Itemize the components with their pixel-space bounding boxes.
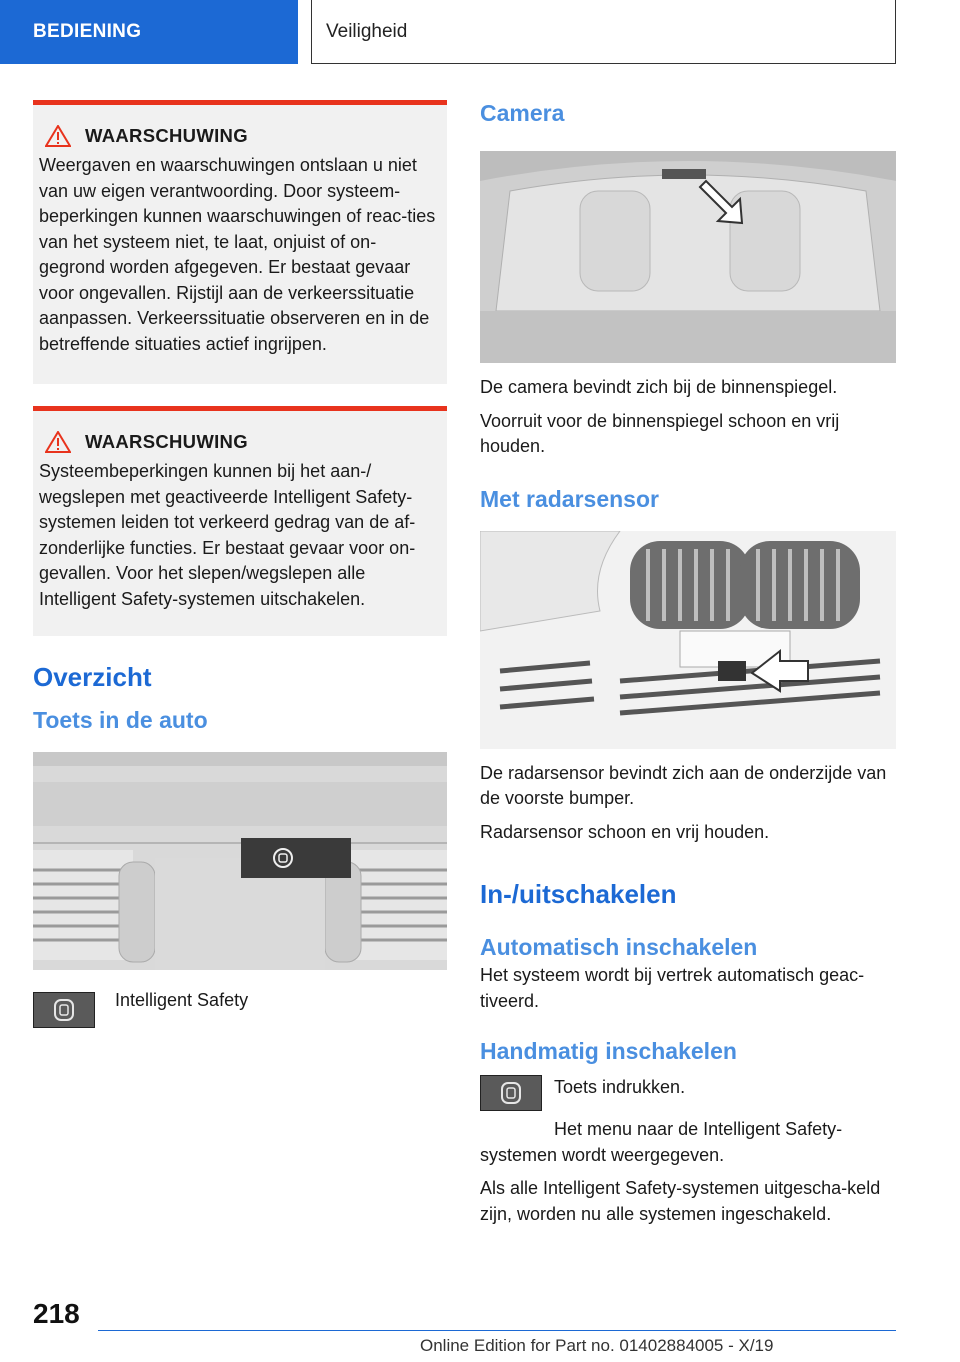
radar-illustration xyxy=(480,531,896,749)
warning-title-2 xyxy=(45,431,439,453)
auto-on-heading: Automatisch inschakelen xyxy=(480,934,758,960)
auto-on-text: Het systeem wordt bij vertrek automatisch geac-tiveerd. xyxy=(480,965,865,1011)
button-in-car-heading: Toets in de auto xyxy=(33,707,208,733)
section-tab xyxy=(0,0,298,64)
camera-location-text: De camera bevindt zich bij de binnenspiegel. xyxy=(480,377,838,397)
manual-step-1: Toets indrukken. xyxy=(554,1077,686,1097)
intelligent-safety-icon xyxy=(500,1081,522,1105)
manual-step-2: Het menu naar de Intelligent Safety-systemen wordt weergegeven. xyxy=(480,1119,843,1165)
warning-box-2 xyxy=(33,406,447,636)
dashboard-button-illustration xyxy=(33,752,447,970)
radar-heading: Met radarsensor xyxy=(480,485,659,512)
intelligent-safety-button[interactable] xyxy=(33,992,95,1028)
chapter-header xyxy=(311,0,896,64)
intelligent-safety-button[interactable] xyxy=(480,1075,542,1111)
warning-triangle-icon xyxy=(45,125,71,147)
manual-on-heading: Handmatig inschakelen xyxy=(480,1038,737,1064)
warning-title-text: WAARSCHUWING xyxy=(85,125,248,146)
right-column xyxy=(480,100,896,1227)
button-legend xyxy=(33,992,447,1028)
page-number: 218 xyxy=(33,1298,80,1329)
intelligent-safety-label: Intelligent Safety xyxy=(115,990,249,1010)
warning-title-text: WAARSCHUWING xyxy=(85,431,248,452)
warning-text-1: Weergaven en waarschuwingen ontslaan u niet van uw eigen verantwoording. Door systeem-beperkingen kunnen waarschuwingen of reac-ties van het systeem niet, te laat, onjuist of on-gegrond worden afgegeven. Er bestaat gevaar voor ongevallen. Rijstijl aan de verkeerssituatie aanpassen. Verkeerssituatie observeren en in de betreffende situaties actief ingrijpen. xyxy=(39,155,436,354)
camera-heading: Camera xyxy=(480,100,565,126)
chapter-title: Veiligheid xyxy=(326,20,408,42)
warning-title-1 xyxy=(45,125,439,147)
intelligent-safety-icon xyxy=(53,998,75,1022)
section-label: BEDIENING xyxy=(33,21,142,42)
warning-triangle-icon xyxy=(45,431,71,453)
overview-heading: Overzicht xyxy=(33,662,152,692)
footer-divider xyxy=(98,1330,896,1331)
radar-clean-text: Radarsensor schoon en vrij houden. xyxy=(480,821,770,842)
warning-text-2: Systeembeperkingen kunnen bij het aan-/ wegslepen met geactiveerde Intelligent Safety-systemen leiden tot verkeerd gedrag van de af-zonderlijke functies. Er bestaat gevaar voor on-gevallen. Voor het slepen/wegslepen alle Intelligent Safety-systemen uitschakelen. xyxy=(39,461,416,609)
manual-result-text: Als alle Intelligent Safety-systemen uitgescha-keld zijn, worden nu alle systemen ingeschakeld. xyxy=(480,1178,881,1224)
edition-text: Online Edition for Part no. 01402884005 - X/19 xyxy=(420,1336,774,1355)
camera-clean-text: Voorruit voor de binnenspiegel schoon en vrij houden. xyxy=(480,410,840,456)
manual-step xyxy=(480,1075,896,1111)
camera-illustration xyxy=(480,151,896,363)
warning-box-1 xyxy=(33,100,447,384)
switch-on-off-heading: In-/uitschakelen xyxy=(480,879,677,909)
left-column xyxy=(33,100,447,1028)
radar-location-text: De radarsensor bevindt zich aan de onderzijde van de voorste bumper. xyxy=(480,762,887,808)
